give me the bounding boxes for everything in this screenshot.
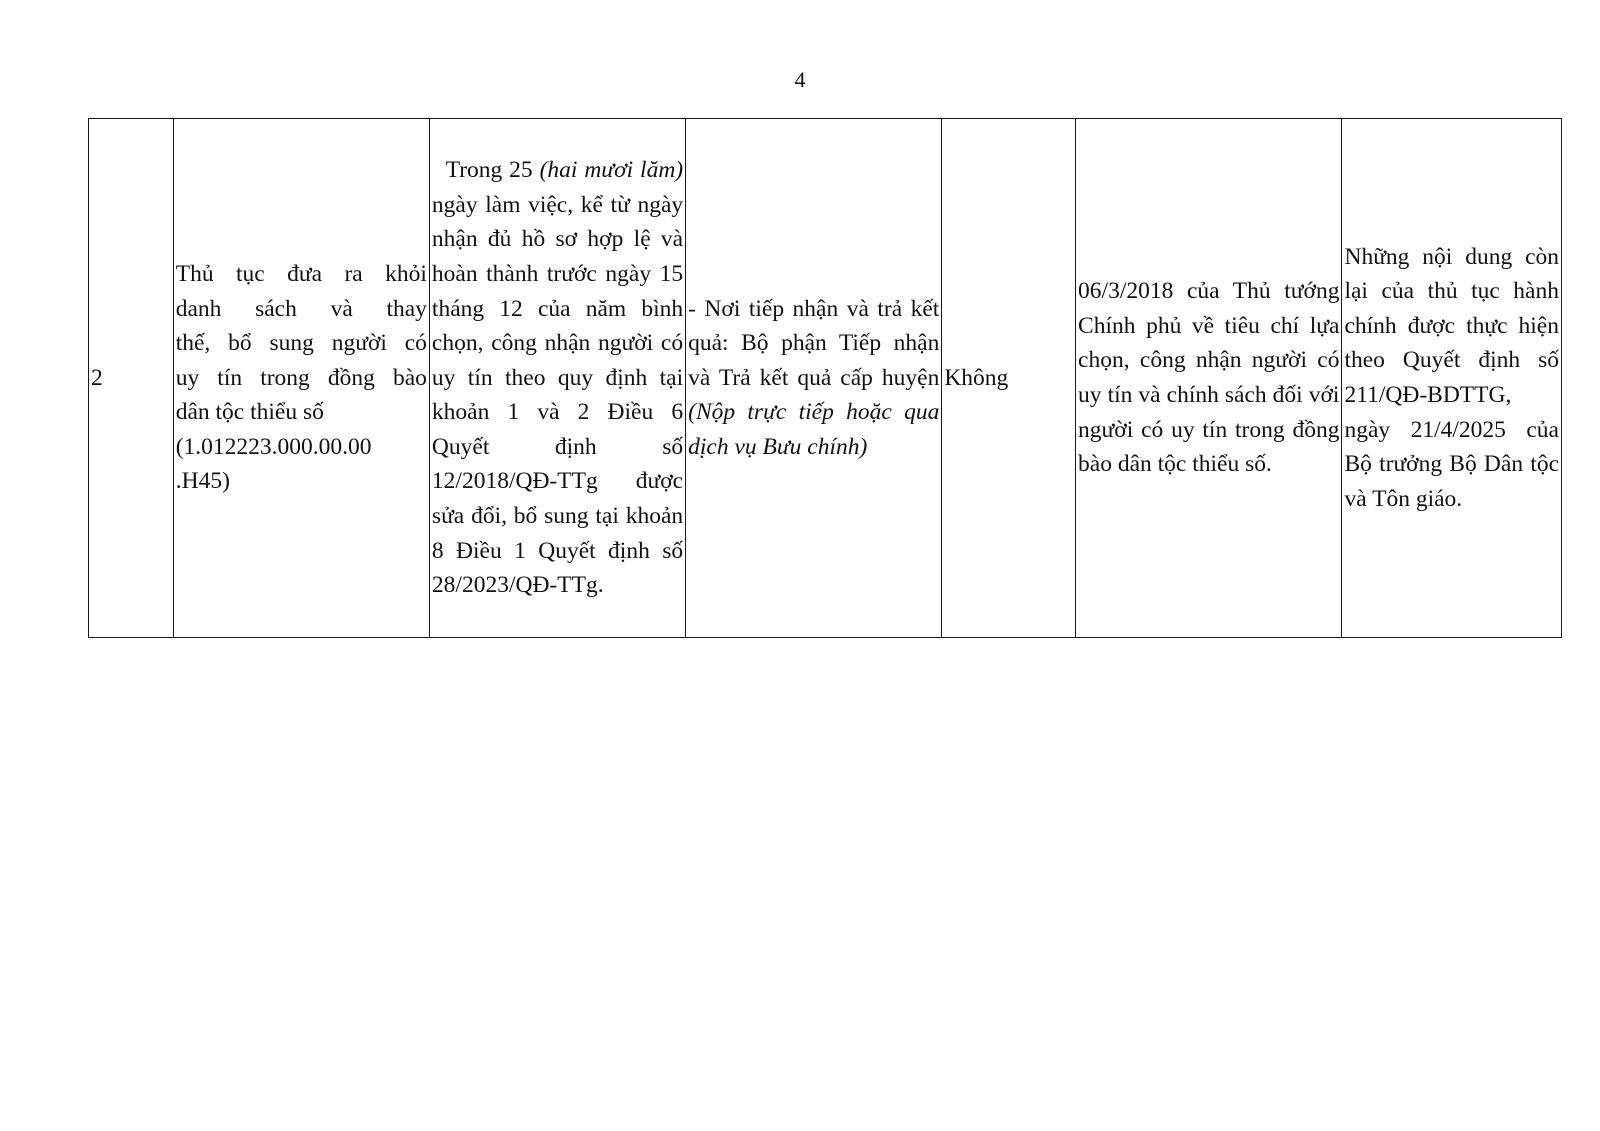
- procedure-name-line: thế, bổ sung người có: [175, 330, 427, 357]
- fee-cell: Không: [942, 119, 1076, 638]
- procedure-name-line: uy tín trong đồng bào: [175, 364, 427, 391]
- processing-time-text: ngày làm việc, kể từ ngày nhận đủ hồ sơ hợp lệ và hoàn thành trước ngày 15 tháng 12 của năm bình chọn, công nhận người có uy tín theo quy định tại khoản 1 và 2 Điều 6 Quyết định số 12/2018/QĐ-TTg được sửa đổi, bổ sung tại khoản 8 Điều 1 Quyết định số 28/2023/QĐ-TTg.: [431, 191, 684, 599]
- row-number-cell: 2: [89, 119, 174, 638]
- procedure-name-line: .H45): [175, 468, 230, 495]
- submission-place-text: - Nơi tiếp nhận và trả kết quả: Bộ phận Tiếp nhận và Trả kết quả cấp huyện: [688, 295, 940, 391]
- procedure-name-line: dân tộc thiểu số: [175, 399, 324, 426]
- procedure-name-cell: [173, 119, 429, 638]
- submission-place-cell: [686, 119, 942, 638]
- legal-basis-cell: 06/3/2018 của Thủ tướng Chính phủ về tiêu chí lựa chọn, công nhận người có uy tín và chính sách đối với người có uy tín trong đồng bào dân tộc thiểu số.: [1076, 119, 1342, 638]
- table-row: [89, 119, 1562, 638]
- page-number: 4: [794, 67, 806, 92]
- procedure-table: [88, 118, 1562, 638]
- processing-time-italic: (hai mươi lăm): [539, 157, 684, 184]
- processing-time-cell: [429, 119, 685, 638]
- procedure-name-line: (1.012223.000.00.00: [175, 433, 372, 460]
- procedure-name-line: danh sách và thay: [175, 295, 427, 322]
- submission-place-italic: (Nộp trực tiếp hoặc qua dịch vụ Bưu chính): [688, 399, 940, 460]
- procedure-name-line: Thủ tục đưa ra khỏi: [175, 260, 427, 287]
- processing-time-lead: Trong 25: [445, 157, 533, 184]
- note-cell: Những nội dung còn lại của thủ tục hành chính được thực hiện theo Quyết định số 211/QĐ-BDTTG, ngày 21/4/2025 của Bộ trưởng Bộ Dân tộc và Tôn giáo.: [1342, 119, 1562, 638]
